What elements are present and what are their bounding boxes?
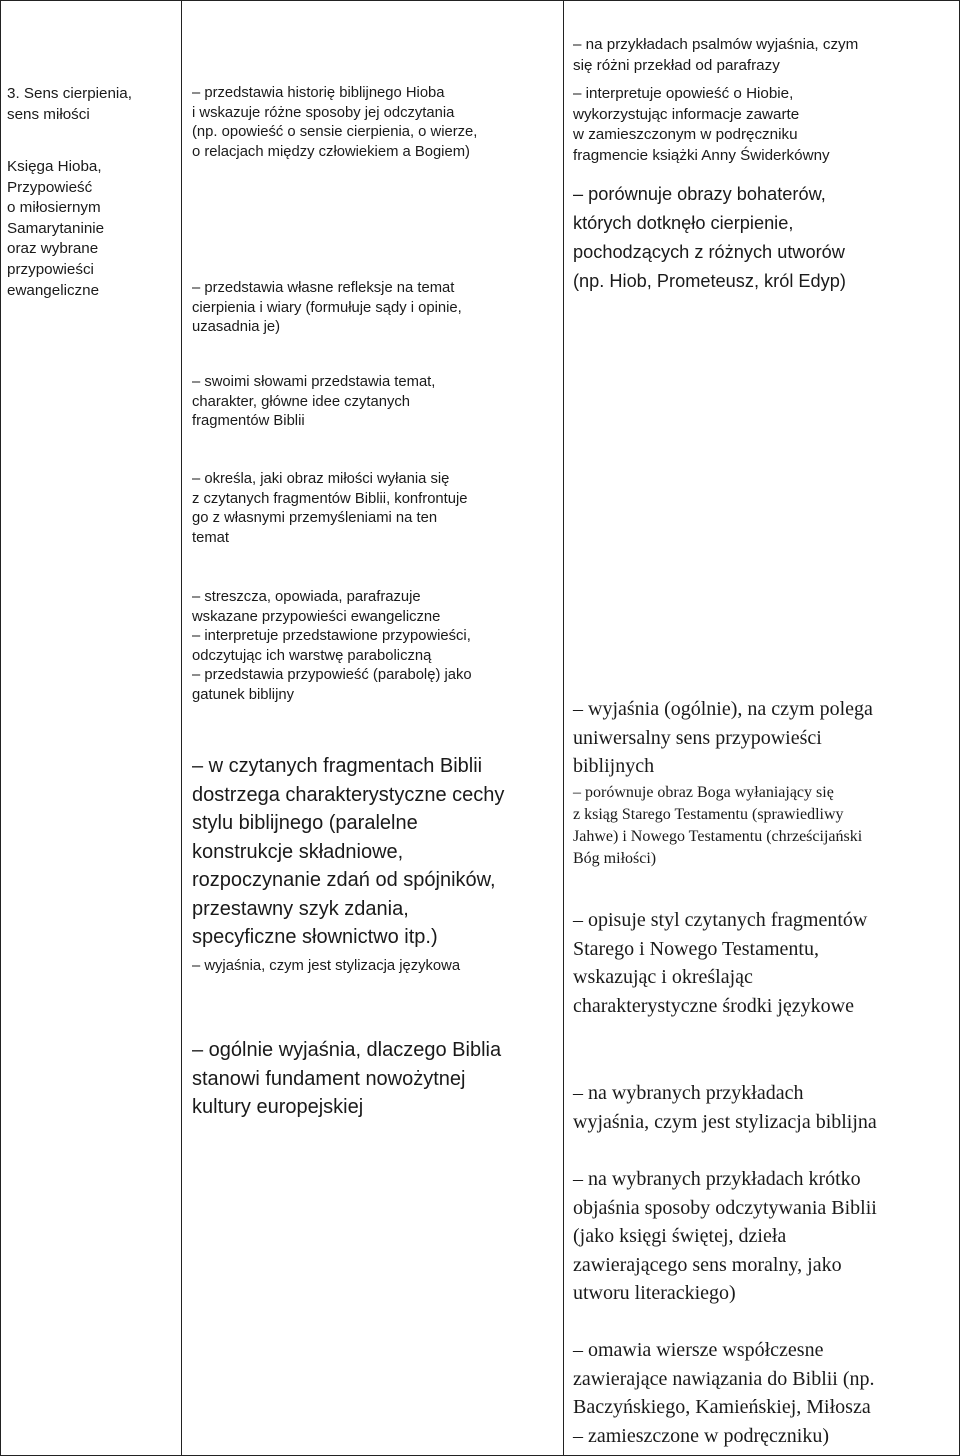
column-divider-2 xyxy=(563,0,564,1456)
requirement-item: – na wybranych przykładach wyjaśnia, czym jest stylizacja biblijna xyxy=(573,1082,877,1133)
requirement-item: – wyjaśnia, czym jest stylizacja językowa xyxy=(192,958,461,974)
requirement-item: – wyjaśnia (ogólnie), na czym polega uniwersalny sens przypowieści biblijnych xyxy=(573,698,873,777)
table-border-left xyxy=(0,0,1,1456)
requirement-item: – przedstawia historię biblijnego Hioba i wskazuje różne sposoby jej odczytania (np. opowieść o sensie cierpienia, o wierze, o relacjach między człowiekiem a Bogiem) xyxy=(192,85,478,160)
requirement-item: – w czytanych fragmentach Biblii dostrzega charakterystyczne cechy stylu biblijnego (paralelne konstrukcje składniowe, rozpoczynanie zdań od spójników, przestawny szyk zdania, specyficzne słownictwo itp.) xyxy=(192,755,505,948)
requirement-item: – omawia wiersze współczesne zawierające nawiązania do Biblii (np. Baczyńskiego, Kamieńskiej, Miłosza – zamieszczone w podręczniku) xyxy=(573,1339,875,1447)
table-border-top xyxy=(0,0,960,1)
requirement-item: – na przykładach psalmów wyjaśnia, czym się różni przekład od parafrazy xyxy=(573,36,859,74)
column-divider-1 xyxy=(181,0,182,1456)
section-title: 3. Sens cierpienia, sens miłości xyxy=(7,85,132,123)
requirement-item: – swoimi słowami przedstawia temat, charakter, główne idee czytanych fragmentów Biblii xyxy=(192,374,436,430)
requirement-item: – streszcza, opowiada, parafrazuje wskazane przypowieści ewangeliczne – interpretuje przedstawione przypowieści, odczytując ich warstwę paraboliczną – przedstawia przypowieść (parabolę) jako gatunek biblijny xyxy=(192,589,472,703)
requirement-item: – opisuje styl czytanych fragmentów Starego i Nowego Testamentu, wskazując i określając charakterystyczne środki językowe xyxy=(573,909,868,1017)
requirement-item: – określa, jaki obraz miłości wyłania się z czytanych fragmentów Biblii, konfrontuje go z własnymi przemyśleniami na ten temat xyxy=(192,471,468,546)
readings-list: Księga Hioba, Przypowieść o miłosiernym Samarytaninie oraz wybrane przypowieści ewangeliczne xyxy=(7,158,105,299)
requirement-item: – porównuje obraz Boga wyłaniający się z ksiąg Starego Testamentu (sprawiedliwy Jahwe) i Nowego Testamentu (chrześcijański Bóg miłości) xyxy=(573,784,863,867)
requirement-item: – interpretuje opowieść o Hiobie, wykorzystując informacje zawarte w zamieszczonym w podręczniku fragmencie książki Anny Świderkówny xyxy=(573,85,830,164)
requirement-item: – przedstawia własne refleksje na temat cierpienia i wiary (formułuje sądy i opinie, uzasadnia je) xyxy=(192,280,462,336)
requirement-item: – ogólnie wyjaśnia, dlaczego Biblia stanowi fundament nowożytnej kultury europejskiej xyxy=(192,1039,502,1118)
requirement-item: – na wybranych przykładach krótko objaśnia sposoby odczytywania Biblii (jako księgi świętej, dzieła zawierającego sens moralny, jako utworu literackiego) xyxy=(573,1168,877,1304)
requirement-item: – porównuje obrazy bohaterów, których dotknęło cierpienie, pochodzących z różnych utworów (np. Hiob, Prometeusz, król Edyp) xyxy=(573,184,846,291)
